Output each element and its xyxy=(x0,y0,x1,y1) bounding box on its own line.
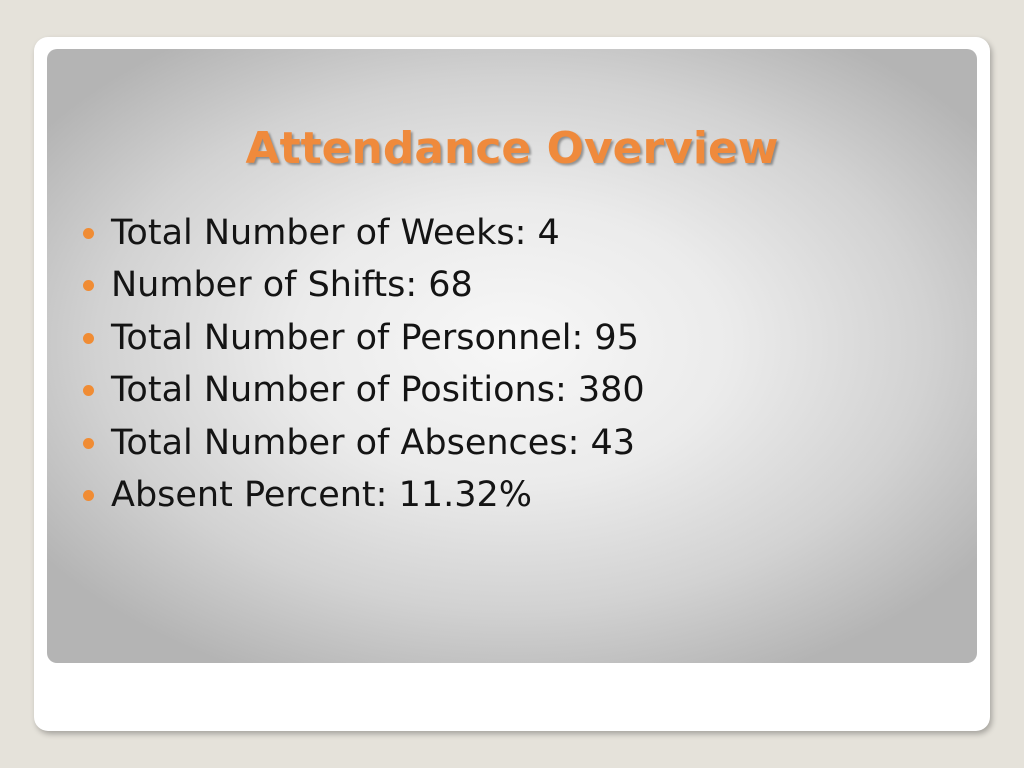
slide-title: Attendance Overview xyxy=(245,123,779,174)
bullet-dot-icon xyxy=(83,280,94,291)
bullet-text: Absent Percent: 11.32% xyxy=(111,474,533,515)
bullet-dot-icon xyxy=(83,228,94,239)
bullet-item-positions xyxy=(83,364,645,416)
bullet-dot-icon xyxy=(83,385,94,396)
bullet-item-personnel xyxy=(83,312,645,364)
bullet-item-absent-percent xyxy=(83,469,645,521)
slide-content-panel xyxy=(47,49,977,663)
bullet-text: Total Number of Absences: 43 xyxy=(111,422,636,463)
bullet-text: Total Number of Personnel: 95 xyxy=(111,317,639,358)
bullet-text: Total Number of Weeks: 4 xyxy=(111,213,560,253)
bullet-item-weeks xyxy=(83,207,645,259)
bullet-text: Number of Shifts: 68 xyxy=(111,265,473,306)
slide-frame xyxy=(34,37,990,731)
bullet-item-shifts xyxy=(83,259,645,311)
bullet-item-absences xyxy=(83,417,645,469)
bullet-dot-icon xyxy=(83,438,94,449)
bullet-text: Total Number of Positions: 380 xyxy=(111,370,645,411)
bullet-dot-icon xyxy=(83,333,94,344)
bullet-dot-icon xyxy=(83,490,94,501)
bullet-list xyxy=(83,207,645,521)
